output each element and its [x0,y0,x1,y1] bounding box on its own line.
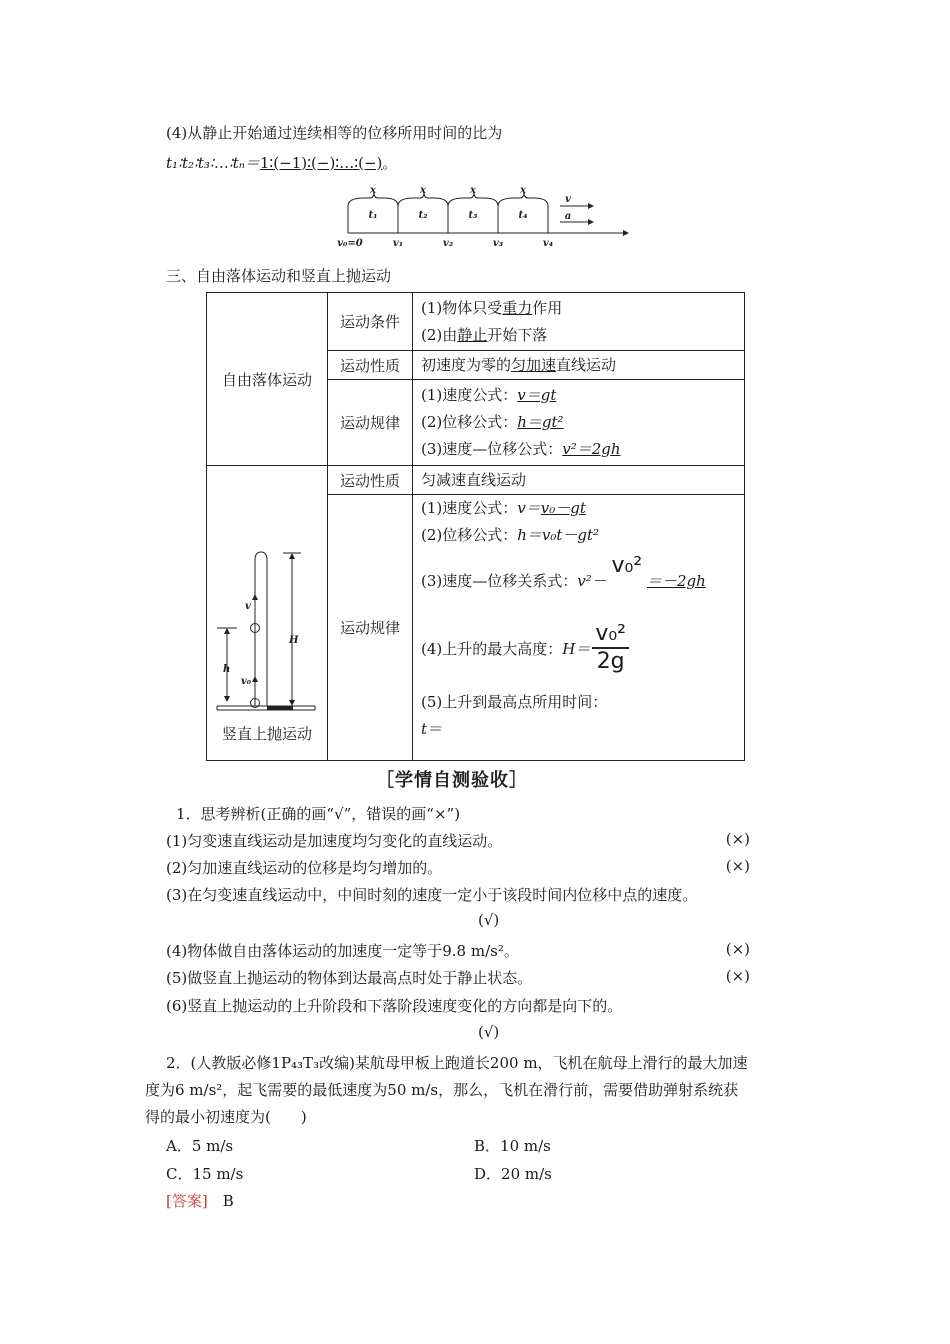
vt-law-cell: (1)速度公式：v＝v₀－gt (2)位移公式：h＝v₀t－gt² (3)速度—位移关系式：v²－ v₀² ＝－2gh (4)上升的最大高度： H＝ $\frac{\text{v₀²}}{2g}$ (5)上升到最高点所用时间： t＝ [413,495,745,761]
section4-heading: (4)从静止开始通过连续相等的位移所用时间的比为 [166,124,503,142]
q2-line2: 度为6 m/s²，起飞需要的最低速度为50 m/s，那么，飞机在滑行前，需要借助弹射系统获 [145,1081,739,1099]
free-fall-nature-label: 运动性质 [328,351,413,380]
max-height-fraction [592,621,629,675]
x-label-2: x [420,185,426,196]
x-label-4: x [520,185,526,196]
free-fall-law-label: 运动规律 [328,380,413,466]
displacement-time-diagram [330,182,640,254]
vertical-throw-figure [207,520,327,720]
vt-nature-label: 运动性质 [328,466,413,495]
judge-mark: (×) [725,967,750,985]
rest-term: 静止 [457,325,488,344]
option-c: C．15 m/s [166,1165,244,1183]
v-label-2: v₂ [442,238,454,249]
vt-v0-squared: v₀² [611,553,643,578]
t-label-1: t₁ [368,210,378,221]
q2-line1: 2．(人教版必修1P₄₃T₃改编)某航母甲板上跑道长200 m，飞机在航母上滑行的最大加速 [166,1054,748,1072]
section3-heading: 三、自由落体运动和竖直上抛运动 [166,267,392,285]
judge-mark: (×) [725,830,750,848]
ratio-end: 。 [382,154,398,172]
judge-item: (2)匀加速直线运动的位移是均匀增加的。 (×) [166,857,750,877]
judge-item: (6)竖直上抛运动的上升阶段和下落阶段速度变化的方向都是向下的。 [166,997,623,1015]
fig-h-label: h [223,664,231,675]
fraction-numerator: v₀² [592,621,629,649]
motion-table [206,292,745,761]
vt-velocity-formula: v₀－gt [540,499,586,517]
self-test-banner: ［学情自测验收］ [376,770,528,791]
fraction-denominator: 2g [596,649,625,674]
fig-H-label: H [289,635,299,646]
arrow-v-label: v [565,194,571,205]
ff-vel-disp-formula: v²＝2gh [562,440,621,458]
free-fall-nature: 初速度为零的匀加速直线运动 [413,351,745,380]
vt-time-label: (5)上升到最高点所用时间： [421,693,608,711]
tube [255,552,267,706]
judge-mark: (×) [725,940,750,958]
t-label-3: t₃ [468,210,478,221]
x-label-3: x [470,185,476,196]
judge-item: (3)在匀变速直线运动中，中间时刻的速度一定小于该段时间内位移中点的速度。 [166,886,698,904]
t-label-2: t₂ [418,210,428,221]
ff-velocity-formula: v＝gt [517,386,557,404]
answer-label: [答案] [166,1192,208,1210]
v-label-1: v₁ [392,238,404,249]
vt-time-formula: t＝ [421,720,443,738]
option-b: B．10 m/s [474,1137,551,1155]
judge-item: (5)做竖直上抛运动的物体到达最高点时处于静止状态。 (×) [166,967,750,987]
v-label-0: v₀=0 [337,238,363,249]
arrow-a-label: a [564,211,572,222]
free-fall-cond-label: 运动条件 [328,293,413,351]
judge-item: (1)匀变速直线运动是加速度均匀变化的直线运动。 (×) [166,830,750,850]
fig-v0-label: v₀ [241,676,252,687]
ratio-rhs: 1∶(−1)∶(−)∶…∶(−) [259,154,383,172]
free-fall-law-cell: (1)速度公式：v＝gt (2)位移公式：h＝gt² (3)速度—位移公式：v²＝2gh [413,380,745,466]
vt-law-label: 运动规律 [328,495,413,761]
answer-value: B [222,1192,234,1210]
fig-v-label: v [245,601,251,612]
option-d: D．20 m/s [474,1165,552,1183]
judge-mark: (√) [478,1023,500,1041]
ground-strip [267,706,293,710]
free-fall-cond-cell: (1)物体只受重力作用 (2)由静止开始下落 [413,293,745,351]
judge-mark: (√) [478,911,500,929]
v-label-4: v₄ [542,238,554,249]
option-a: A．5 m/s [166,1137,234,1155]
judge-item: (4)物体做自由落体运动的加速度一定等于9.8 m/s²。 (×) [166,940,750,960]
free-fall-title: 自由落体运动 [207,293,328,466]
vertical-throw-cell [207,466,328,761]
vt-displacement-formula: h＝v₀t－gt² [517,526,600,544]
x-label-1: x [370,185,376,196]
vt-vel-disp-formula: ＝－2gh [646,572,706,590]
t-label-4: t₄ [518,210,528,221]
ratio-lhs: t₁∶t₂∶t₃∶…∶tₙ＝ [166,154,260,172]
q1-title: 1．思考辨析(正确的画“√”，错误的画“×”) [176,805,461,823]
ff-displacement-formula: h＝gt² [517,413,564,431]
vt-nature: 匀减速直线运动 [413,466,745,495]
ratio-formula [166,152,397,173]
q2-line3: 得的最小初速度为( ) [145,1108,307,1126]
judge-mark: (×) [725,857,750,875]
gravity-term: 重力 [502,298,533,317]
v-label-3: v₃ [492,238,504,249]
answer-line [166,1190,234,1211]
vertical-throw-title: 竖直上抛运动 [221,725,312,743]
